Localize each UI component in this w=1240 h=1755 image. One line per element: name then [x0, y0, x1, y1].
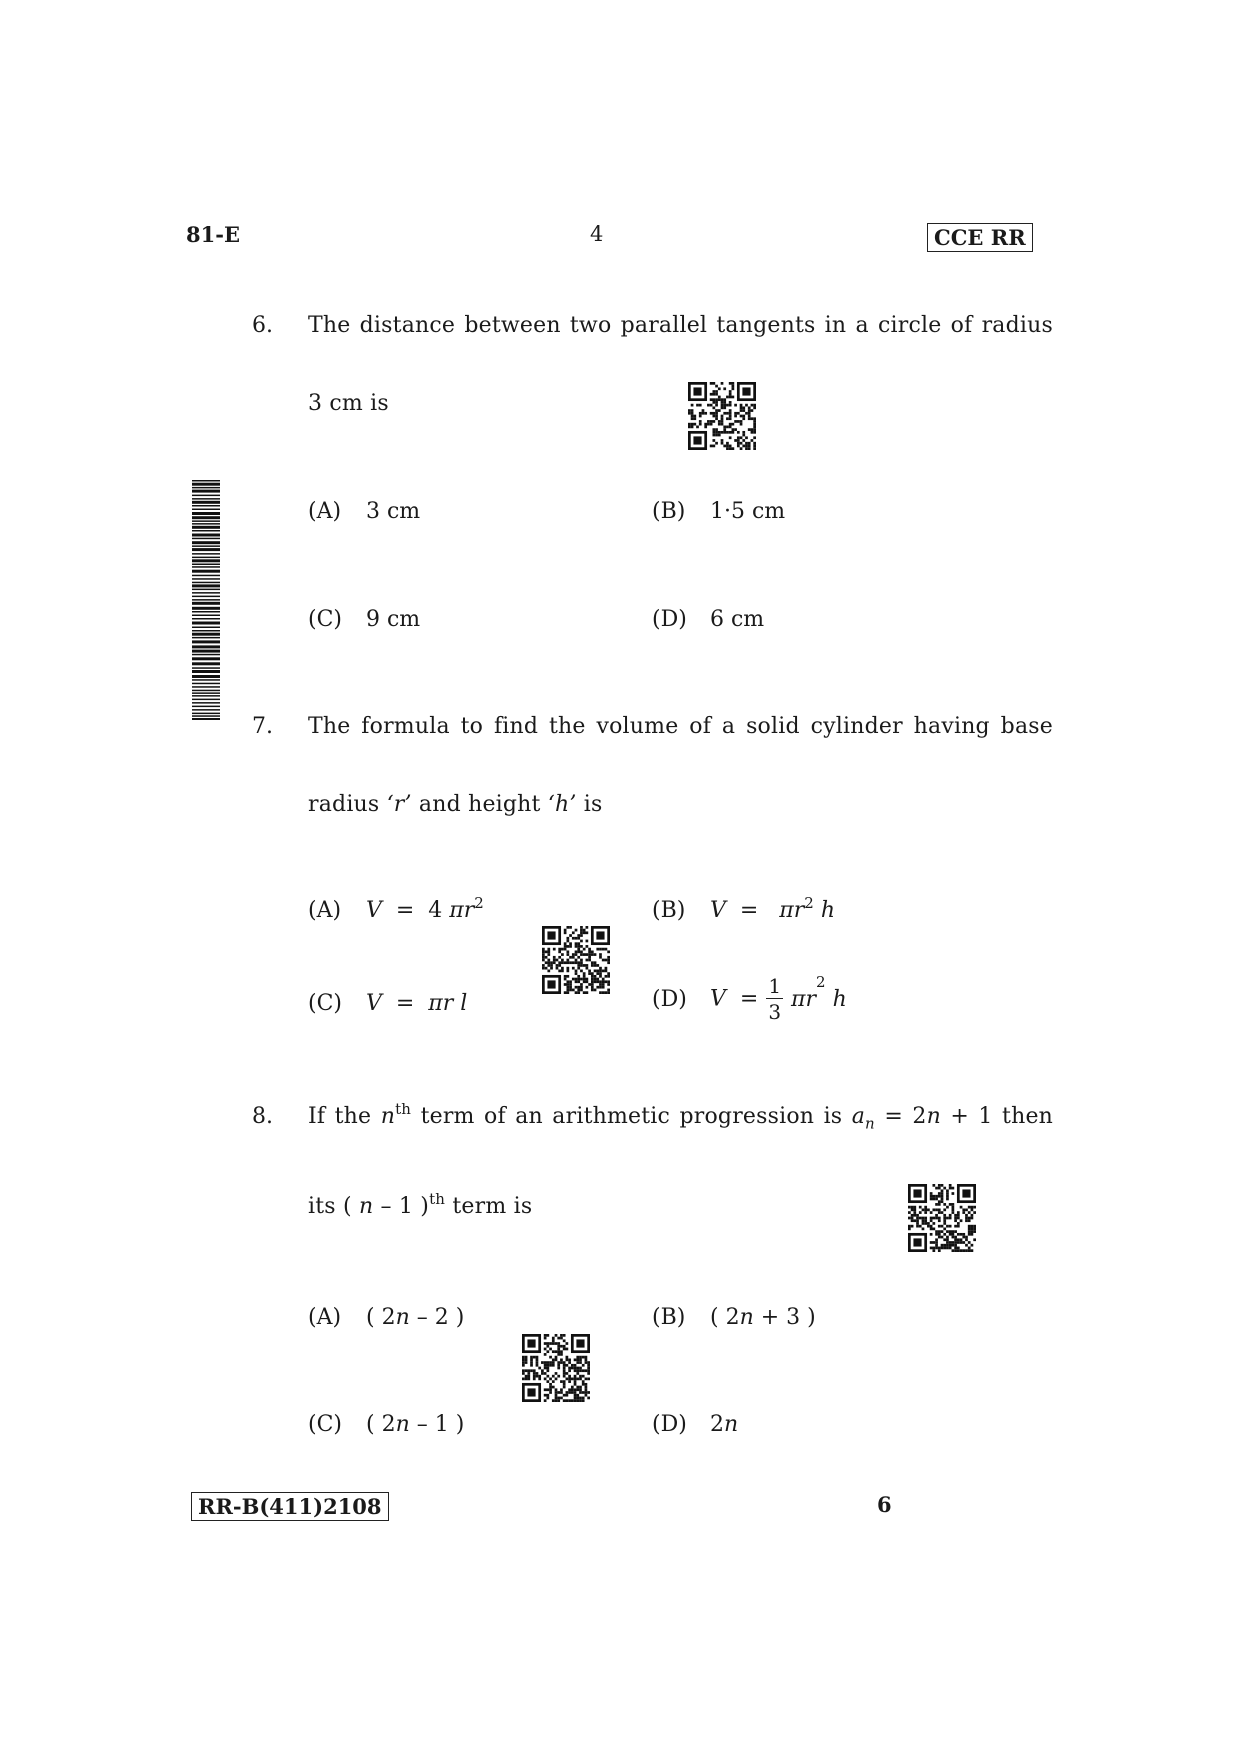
expr-a: ( 2n – 2 )	[366, 1305, 465, 1330]
qr-code-q6	[688, 382, 756, 450]
q7-option-c[interactable]	[308, 991, 467, 1016]
q7-text-line2: radius ‘r’ and height ‘h’ is	[308, 792, 603, 817]
q6-text-line1: The distance between two parallel tangents in a circle of radius	[308, 313, 1053, 338]
option-label: (C)	[308, 991, 342, 1016]
q7-option-a[interactable]	[308, 894, 484, 923]
option-label: (C)	[308, 607, 342, 632]
qr-code-q8	[908, 1184, 976, 1252]
exam-tag: CCE RR	[927, 223, 1033, 252]
q8-option-b[interactable]	[652, 1305, 816, 1330]
q8-option-d[interactable]	[652, 1412, 738, 1437]
q6-option-b[interactable]	[652, 499, 785, 524]
q8-text-line1: If the $n^{th}$ term of an arithmetic progression is $a_n = 2n + 1$ then	[308, 1100, 1054, 1133]
formula-c: V = πr l	[366, 991, 468, 1016]
q8-number: 8.	[252, 1104, 273, 1129]
paper-code: RR-B(411)2108	[191, 1492, 389, 1521]
option-label: (B)	[652, 898, 686, 923]
barcode	[192, 480, 220, 720]
option-text: 6 cm	[710, 607, 765, 632]
option-label: (A)	[308, 499, 342, 524]
option-text: 1·5 cm	[710, 499, 786, 524]
option-label: (B)	[652, 1305, 686, 1330]
option-label: (A)	[308, 1305, 342, 1330]
expr-c: ( 2n – 1 )	[366, 1412, 465, 1437]
option-label: (C)	[308, 1412, 342, 1437]
qr-code-q8-options	[522, 1334, 590, 1402]
q7-number: 7.	[252, 714, 273, 739]
q7-option-b[interactable]	[652, 894, 835, 923]
q6-option-c[interactable]	[308, 607, 420, 632]
footer-number: 6	[877, 1492, 892, 1517]
formula-d: V =	[710, 986, 759, 1012]
q6-option-d[interactable]	[652, 607, 764, 632]
q6-text-line2: 3 cm is	[308, 391, 389, 416]
formula-a: V = 4 $\pi r^2$	[366, 894, 484, 923]
fraction: $\frac{1}{3}$	[768, 974, 782, 1024]
q7-text-line1: The formula to find the volume of a solid cylinder having base	[308, 714, 1053, 739]
subject-code: 81-E	[186, 222, 240, 247]
page-number: 4	[590, 222, 604, 246]
option-text: 9 cm	[366, 607, 421, 632]
option-label: (B)	[652, 499, 686, 524]
q6-option-a[interactable]	[308, 499, 420, 524]
q8-option-a[interactable]	[308, 1305, 464, 1330]
option-label: (D)	[652, 986, 687, 1012]
expr-b: ( 2n + 3 )	[710, 1305, 816, 1330]
option-label: (D)	[652, 607, 687, 632]
formula-b: $V = \pi r^2$ h	[710, 894, 835, 923]
expr-d: 2n	[710, 1412, 739, 1437]
qr-code-q7	[542, 926, 610, 994]
q7-option-d[interactable]: (D) V = $\frac{1}{3}$ $\pi r^2$ h	[652, 972, 847, 1024]
option-label: (D)	[652, 1412, 687, 1437]
q8-text-line2: its ( n – 1 )$^{th}$ term is	[308, 1190, 533, 1219]
q6-number: 6.	[252, 313, 273, 338]
option-label: (A)	[308, 898, 342, 923]
option-text: 3 cm	[366, 499, 421, 524]
q8-option-c[interactable]	[308, 1412, 464, 1437]
